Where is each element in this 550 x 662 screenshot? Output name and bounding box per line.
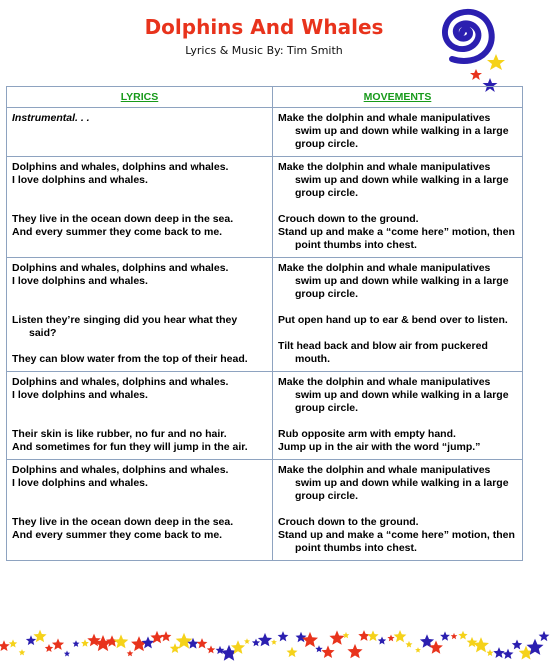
border-star bbox=[278, 631, 289, 641]
movement-line: Make the dolphin and whale manipulatives swim up and down while walking in a large group circle. bbox=[278, 376, 509, 414]
border-star bbox=[343, 632, 350, 638]
border-star bbox=[127, 650, 134, 656]
lyric-line: They live in the ocean down deep in the sea. bbox=[12, 516, 234, 528]
border-star bbox=[473, 637, 489, 652]
border-star bbox=[512, 640, 522, 650]
border-star bbox=[287, 647, 298, 657]
movement-line: Make the dolphin and whale manipulatives swim up and down while walking in a large group circle. bbox=[278, 161, 509, 199]
lyrics-cell bbox=[7, 157, 273, 258]
movement-line: Crouch down to the ground. bbox=[278, 213, 419, 225]
border-star bbox=[358, 630, 369, 641]
border-star bbox=[387, 635, 394, 642]
lyric-line: And every summer they come back to me. bbox=[12, 226, 223, 238]
page-subtitle: Lyrics & Music By: Tim Smith bbox=[185, 44, 343, 57]
movements-column-header: MOVEMENTS bbox=[273, 87, 523, 108]
movement-line: Stand up and make a “come here” motion, then point thumbs into chest. bbox=[278, 226, 515, 251]
lyrics-column-header: LYRICS bbox=[7, 87, 273, 108]
border-star bbox=[321, 645, 334, 658]
table-row bbox=[7, 157, 523, 258]
border-star bbox=[161, 631, 172, 641]
movement-line: Jump up in the air with the word “jump.” bbox=[278, 441, 481, 453]
movement-line: Tilt head back and blow air from puckered mouth. bbox=[278, 340, 488, 365]
border-star bbox=[367, 630, 378, 641]
movements-cell bbox=[273, 157, 523, 258]
border-star bbox=[271, 639, 277, 645]
movement-line: Make the dolphin and whale manipulatives swim up and down while walking in a large group circle. bbox=[278, 112, 509, 150]
border-star bbox=[252, 639, 260, 647]
movements-cell bbox=[273, 460, 523, 561]
table-row bbox=[7, 460, 523, 561]
border-star bbox=[81, 639, 89, 647]
star-border-icon bbox=[0, 627, 550, 662]
border-star bbox=[406, 641, 413, 648]
border-star bbox=[73, 640, 80, 647]
page-title: Dolphins And Whales bbox=[144, 15, 384, 39]
table-row bbox=[7, 372, 523, 460]
lyric-line: They live in the ocean down deep in the sea. bbox=[12, 213, 234, 225]
border-star bbox=[114, 634, 129, 648]
border-star bbox=[45, 644, 53, 652]
border-star bbox=[378, 637, 386, 645]
border-star bbox=[503, 649, 514, 659]
border-star bbox=[429, 641, 443, 654]
lyric-line: Instrumental. . . bbox=[12, 112, 90, 124]
lyric-line: And sometimes for fun they will jump in the air. bbox=[12, 441, 248, 453]
table-header-row bbox=[7, 87, 523, 108]
border-star bbox=[415, 647, 421, 653]
movement-line: Stand up and make a “come here” motion, then point thumbs into chest. bbox=[278, 529, 515, 554]
lyric-line: Dolphins and whales, dolphins and whales. bbox=[12, 161, 229, 173]
movements-cell bbox=[273, 258, 523, 372]
movement-line: Crouch down to the ground. bbox=[278, 516, 419, 528]
border-star bbox=[258, 633, 272, 646]
movements-cell bbox=[273, 372, 523, 460]
table-row bbox=[7, 108, 523, 157]
border-star bbox=[0, 640, 10, 651]
border-star bbox=[142, 636, 155, 648]
lyric-line: I love dolphins and whales. bbox=[12, 477, 148, 489]
border-star bbox=[458, 631, 467, 640]
lyric-line: Dolphins and whales, dolphins and whales. bbox=[12, 464, 229, 476]
border-star bbox=[33, 630, 46, 643]
lyric-line: Dolphins and whales, dolphins and whales. bbox=[12, 376, 229, 388]
border-star bbox=[329, 630, 344, 644]
lyric-line: Their skin is like rubber, no fur and no hair. bbox=[12, 428, 227, 440]
border-star bbox=[95, 635, 112, 651]
border-star bbox=[493, 647, 504, 658]
border-star bbox=[467, 637, 478, 647]
border-star bbox=[440, 631, 450, 640]
table-row bbox=[7, 258, 523, 372]
border-star bbox=[64, 651, 70, 657]
border-star bbox=[131, 636, 147, 651]
border-star bbox=[539, 631, 550, 641]
border-star bbox=[170, 643, 180, 653]
movement-line: Make the dolphin and whale manipulatives swim up and down while walking in a large group circle. bbox=[278, 464, 509, 502]
lyric-line: I love dolphins and whales. bbox=[12, 275, 148, 287]
border-star bbox=[176, 633, 193, 649]
lyrics-cell bbox=[7, 372, 273, 460]
border-star bbox=[197, 638, 208, 648]
border-star bbox=[487, 649, 494, 656]
border-star bbox=[394, 630, 407, 642]
border-star bbox=[207, 645, 215, 653]
border-star bbox=[347, 644, 362, 658]
movement-line: Put open hand up to ear & bend over to listen. bbox=[278, 314, 508, 326]
lyrics-cell bbox=[7, 108, 273, 157]
border-star bbox=[315, 645, 322, 652]
lyrics-cell bbox=[7, 258, 273, 372]
lyric-line: And every summer they come back to me. bbox=[12, 529, 223, 541]
lyrics-cell bbox=[7, 460, 273, 561]
lyrics-movements-table bbox=[6, 86, 523, 561]
border-star bbox=[19, 649, 26, 655]
border-star bbox=[9, 639, 17, 647]
border-star bbox=[244, 638, 250, 644]
lyric-line: Listen they’re singing did you hear what they said? bbox=[12, 314, 238, 339]
lyric-line: I love dolphins and whales. bbox=[12, 389, 148, 401]
lyric-line: They can blow water from the top of their head. bbox=[12, 353, 248, 365]
border-star bbox=[296, 632, 307, 643]
movements-cell bbox=[273, 108, 523, 157]
movement-line: Make the dolphin and whale manipulatives swim up and down while walking in a large group circle. bbox=[278, 262, 509, 300]
border-star bbox=[302, 632, 318, 647]
lyric-line: Dolphins and whales, dolphins and whales. bbox=[12, 262, 229, 274]
border-star bbox=[52, 638, 64, 650]
movement-line: Rub opposite arm with empty hand. bbox=[278, 428, 456, 440]
border-star bbox=[26, 635, 36, 645]
border-star bbox=[451, 633, 458, 639]
lyric-line: I love dolphins and whales. bbox=[12, 174, 148, 186]
